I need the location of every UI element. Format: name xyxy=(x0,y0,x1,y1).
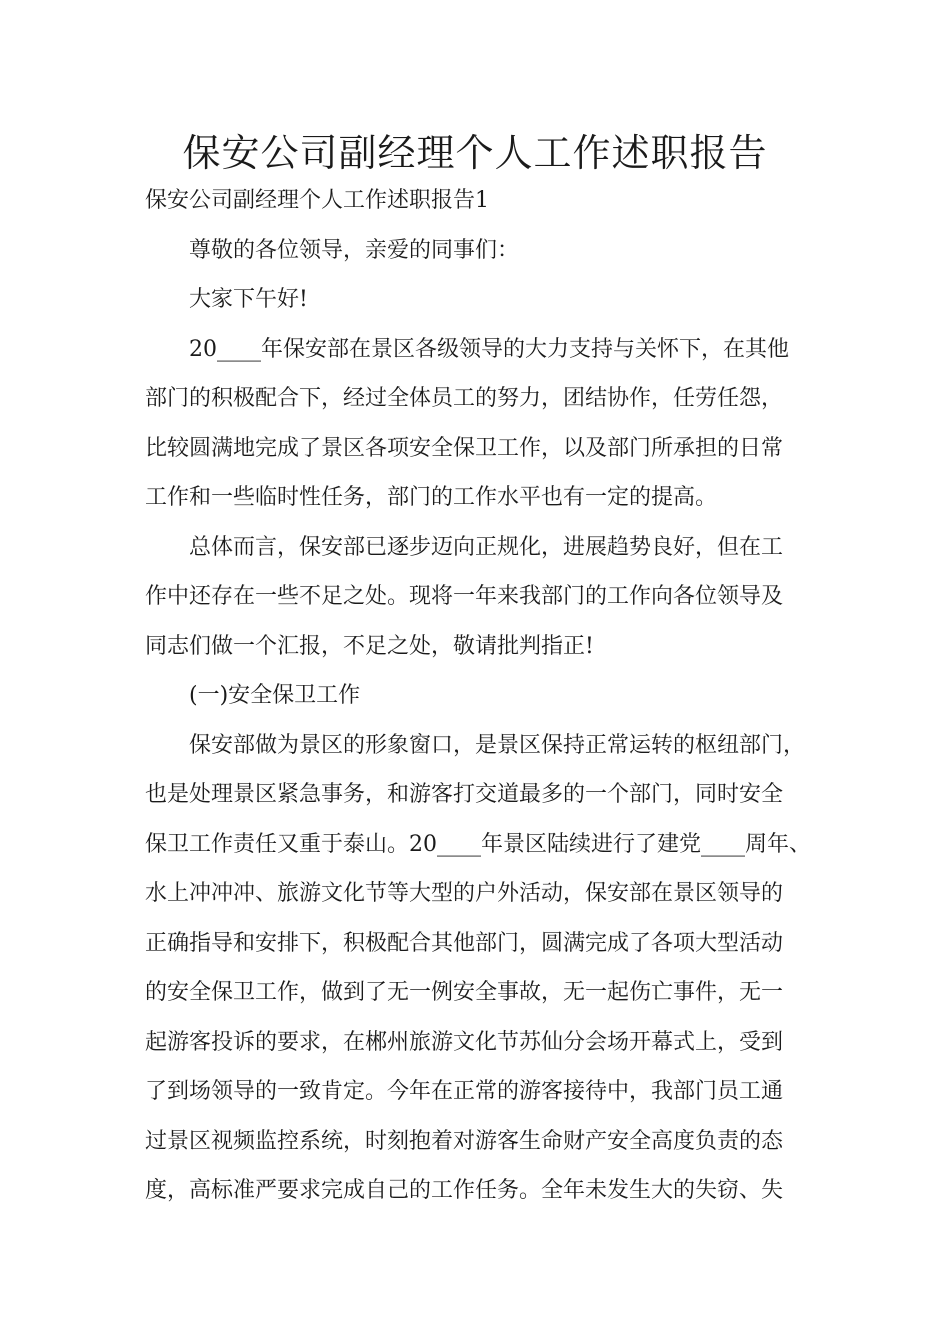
text-line: 同志们做一个汇报，不足之处，敬请批判指正! xyxy=(145,633,594,659)
document-body xyxy=(145,176,810,1216)
text-line: 的安全保卫工作，做到了无一例安全事故，无一起伤亡事件，无一 xyxy=(145,980,784,1005)
document-subtitle: 保安公司副经理个人工作述职报告1 xyxy=(145,188,489,213)
paragraph-intro xyxy=(145,325,810,523)
text-line: 水上冲冲冲、旅游文化节等大型的户外活动，保安部在景区领导的 xyxy=(145,881,784,906)
text-line: 部门的积极配合下，经过全体员工的努力，团结协作，任劳任怨， xyxy=(145,386,784,411)
text-line: 工作和一些临时性任务，部门的工作水平也有一定的提高。 xyxy=(145,485,718,510)
text-line: 总体而言，保安部已逐步迈向正规化，进展趋势良好，但在工 xyxy=(189,534,784,560)
paragraph-security xyxy=(145,721,810,1216)
text-line: 正确指导和安排下，积极配合其他部门，圆满完成了各项大型活动 xyxy=(145,930,784,956)
hello-line: 大家下午好! xyxy=(189,287,308,312)
paragraph-summary xyxy=(145,523,810,672)
text-line: 度，高标准严要求完成自己的工作任务。全年未发生大的失窃、失 xyxy=(145,1178,784,1203)
text-line: 保安部做为景区的形象窗口，是景区保持正常运转的枢纽部门， xyxy=(189,732,806,758)
text-line: 比较圆满地完成了景区各项安全保卫工作，以及部门所承担的日常 xyxy=(145,435,784,461)
greeting-line: 尊敬的各位领导，亲爱的同事们： xyxy=(189,237,520,263)
text-line: 作中还存在一些不足之处。现将一年来我部门的工作向各位领导及 xyxy=(145,584,784,609)
text-line: 20____年保安部在景区各级领导的大力支持与关怀下，在其他 xyxy=(189,336,789,362)
text-line: 过景区视频监控系统，时刻抱着对游客生命财产安全高度负责的态 xyxy=(145,1128,784,1154)
text-line: 保卫工作责任又重于泰山。20____年景区陆续进行了建党____周年、 xyxy=(145,831,811,857)
document-title: 保安公司副经理个人工作述职报告 xyxy=(182,131,768,175)
text-line: 也是处理景区紧急事务，和游客打交道最多的一个部门，同时安全 xyxy=(145,782,784,807)
text-line: 起游客投诉的要求，在郴州旅游文化节苏仙分会场开幕式上，受到 xyxy=(145,1029,784,1055)
text-line: 了到场领导的一致肯定。今年在正常的游客接待中，我部门员工通 xyxy=(145,1079,784,1104)
section-heading: (一)安全保卫工作 xyxy=(189,683,361,708)
